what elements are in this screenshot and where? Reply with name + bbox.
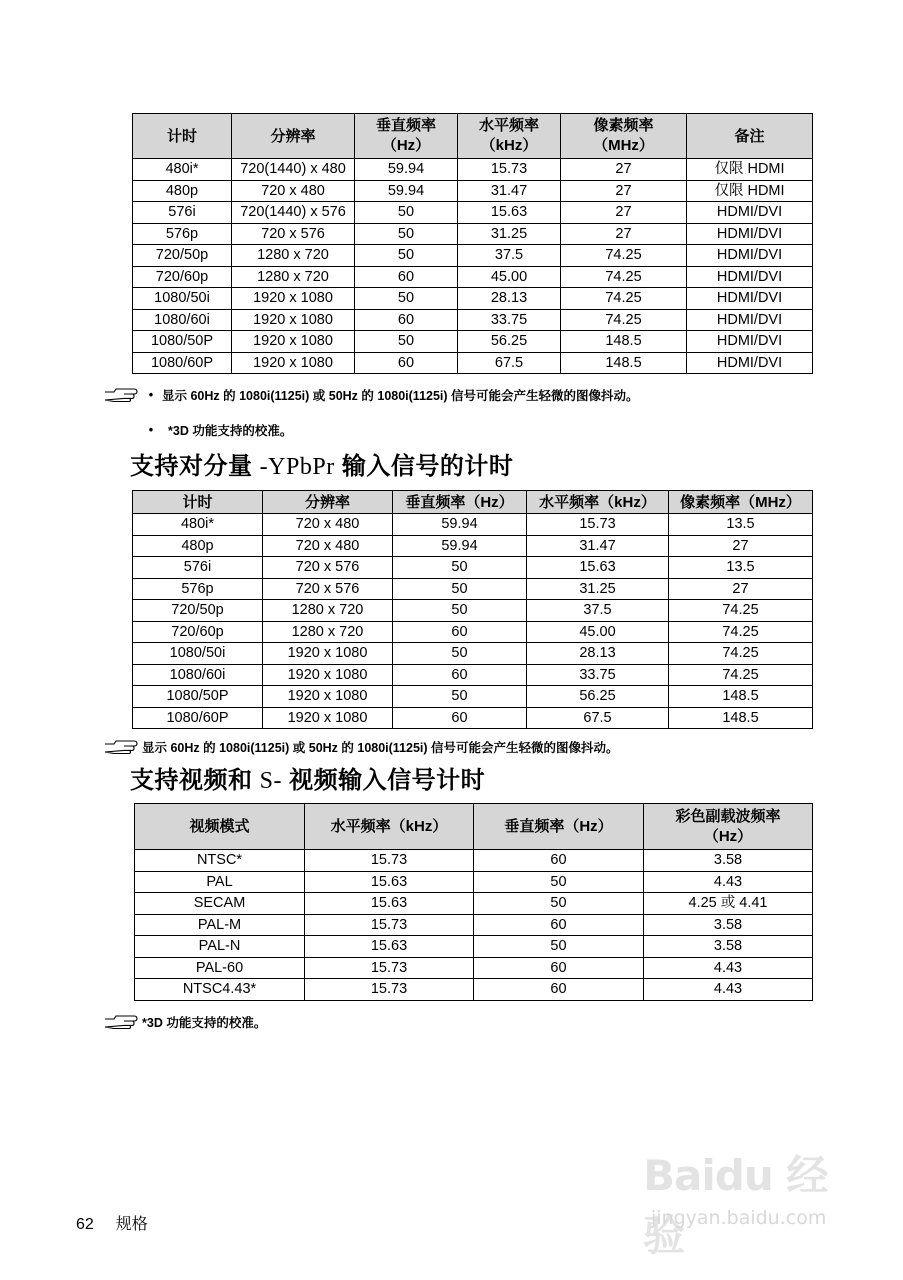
note-text: *3D 功能支持的校准。 bbox=[142, 1016, 267, 1030]
timing-table-ypbpr bbox=[132, 490, 813, 729]
table-row bbox=[133, 245, 813, 267]
table-row bbox=[133, 159, 813, 181]
pointing-hand-icon bbox=[104, 388, 140, 402]
table-row bbox=[133, 288, 813, 310]
column-header: 分辨率 bbox=[232, 114, 355, 159]
table-cell: 74.25 bbox=[669, 600, 813, 622]
table-cell: 1920 x 1080 bbox=[263, 643, 393, 665]
table-cell: 74.25 bbox=[561, 288, 687, 310]
table-cell: 56.25 bbox=[458, 331, 561, 353]
heading-latin: S- bbox=[259, 768, 283, 794]
table-cell: 50 bbox=[393, 557, 527, 579]
table-cell: 3.58 bbox=[644, 914, 813, 936]
table-cell: 1920 x 1080 bbox=[263, 664, 393, 686]
table-cell: SECAM bbox=[135, 893, 305, 915]
table-cell: 27 bbox=[669, 535, 813, 557]
table-row bbox=[133, 202, 813, 224]
baidu-watermark bbox=[643, 1143, 848, 1260]
column-header: 水平频率 （kHz） bbox=[458, 114, 561, 159]
table-cell: 576p bbox=[133, 223, 232, 245]
table-cell: 50 bbox=[355, 245, 458, 267]
note-row bbox=[104, 386, 639, 404]
table-cell: 15.73 bbox=[458, 159, 561, 181]
column-header: 计时 bbox=[133, 491, 263, 514]
table-cell: HDMI/DVI bbox=[687, 309, 813, 331]
table-cell: 1080/50i bbox=[133, 643, 263, 665]
table-cell: 74.25 bbox=[561, 309, 687, 331]
table-row bbox=[135, 957, 813, 979]
heading-text: 视频输入信号计时 bbox=[282, 767, 486, 794]
table-cell: PAL-N bbox=[135, 936, 305, 958]
table-cell: 1080/60P bbox=[133, 352, 232, 374]
table-cell: 50 bbox=[393, 600, 527, 622]
table-cell: 60 bbox=[474, 979, 644, 1001]
table-cell: 50 bbox=[355, 331, 458, 353]
table-cell: 74.25 bbox=[669, 643, 813, 665]
table-cell: 720 x 576 bbox=[263, 578, 393, 600]
table-cell: 50 bbox=[474, 893, 644, 915]
section-name: 规格 bbox=[115, 1216, 148, 1233]
table-cell: 1920 x 1080 bbox=[232, 288, 355, 310]
table-row bbox=[135, 850, 813, 872]
timing-table-video bbox=[134, 803, 813, 1001]
table-cell: 720/60p bbox=[133, 266, 232, 288]
table-row bbox=[135, 936, 813, 958]
table-cell: HDMI/DVI bbox=[687, 352, 813, 374]
table-cell: 59.94 bbox=[393, 514, 527, 536]
table-cell: 27 bbox=[561, 180, 687, 202]
table-cell: 56.25 bbox=[527, 686, 669, 708]
table-cell: 148.5 bbox=[561, 331, 687, 353]
table-cell: 60 bbox=[393, 707, 527, 729]
column-header: 垂直频率（Hz） bbox=[474, 804, 644, 850]
table-cell: HDMI/DVI bbox=[687, 288, 813, 310]
table-cell: 480p bbox=[133, 180, 232, 202]
table-cell: 60 bbox=[393, 664, 527, 686]
pointing-hand-icon bbox=[104, 1015, 140, 1029]
table-cell: 31.25 bbox=[458, 223, 561, 245]
timing-table-hdmi bbox=[132, 113, 813, 374]
column-header: 分辨率 bbox=[263, 491, 393, 514]
table-row bbox=[133, 664, 813, 686]
page-number: 62 bbox=[76, 1216, 94, 1233]
table-cell: 13.5 bbox=[669, 557, 813, 579]
table-row bbox=[135, 979, 813, 1001]
table-cell: 31.47 bbox=[458, 180, 561, 202]
table-cell: 45.00 bbox=[527, 621, 669, 643]
table-cell: 576i bbox=[133, 202, 232, 224]
table-cell: PAL-60 bbox=[135, 957, 305, 979]
heading-text: 支持对分量 bbox=[130, 453, 260, 480]
table-cell: 仅限 HDMI bbox=[687, 159, 813, 181]
column-header: 垂直频率（Hz） bbox=[393, 491, 527, 514]
pointing-hand-icon bbox=[104, 740, 140, 754]
table-cell: 4.43 bbox=[644, 957, 813, 979]
column-header: 像素频率 （MHz） bbox=[561, 114, 687, 159]
table-row bbox=[133, 621, 813, 643]
table-row bbox=[135, 871, 813, 893]
table-cell: 148.5 bbox=[669, 686, 813, 708]
table-row bbox=[133, 600, 813, 622]
table-cell: HDMI/DVI bbox=[687, 266, 813, 288]
table-cell: 60 bbox=[393, 621, 527, 643]
table-cell: 27 bbox=[561, 159, 687, 181]
column-header: 计时 bbox=[133, 114, 232, 159]
page-footer bbox=[76, 1211, 170, 1234]
table-cell: 720/60p bbox=[133, 621, 263, 643]
table-cell: 1280 x 720 bbox=[232, 266, 355, 288]
table-cell: 1080/60P bbox=[133, 707, 263, 729]
table-row bbox=[135, 914, 813, 936]
table-cell: 720 x 576 bbox=[232, 223, 355, 245]
table-cell: 720/50p bbox=[133, 600, 263, 622]
table-cell: 720 x 480 bbox=[232, 180, 355, 202]
table-cell: 31.47 bbox=[527, 535, 669, 557]
table-cell: 15.63 bbox=[458, 202, 561, 224]
table-cell: 480i* bbox=[133, 514, 263, 536]
table-cell: 720 x 576 bbox=[263, 557, 393, 579]
table-cell: 1920 x 1080 bbox=[232, 352, 355, 374]
table-cell: 1080/60i bbox=[133, 664, 263, 686]
table-cell: 15.73 bbox=[305, 914, 474, 936]
table-cell: HDMI/DVI bbox=[687, 245, 813, 267]
table-cell: 1280 x 720 bbox=[232, 245, 355, 267]
table-cell: PAL-M bbox=[135, 914, 305, 936]
table-cell: 15.73 bbox=[305, 850, 474, 872]
table-row bbox=[133, 557, 813, 579]
note-text: *3D 功能支持的校准。 bbox=[168, 424, 293, 438]
table-row bbox=[133, 309, 813, 331]
table-cell: 720(1440) x 576 bbox=[232, 202, 355, 224]
table-header-row bbox=[133, 114, 813, 159]
table-cell: 720(1440) x 480 bbox=[232, 159, 355, 181]
column-header: 视频模式 bbox=[135, 804, 305, 850]
table-cell: 50 bbox=[393, 686, 527, 708]
table-cell: 720/50p bbox=[133, 245, 232, 267]
table-cell: 720 x 480 bbox=[263, 535, 393, 557]
table-row bbox=[133, 223, 813, 245]
column-header: 彩色副载波频率 （Hz） bbox=[644, 804, 813, 850]
table-cell: 1920 x 1080 bbox=[232, 309, 355, 331]
table-cell: 15.63 bbox=[305, 871, 474, 893]
table-cell: 15.73 bbox=[527, 514, 669, 536]
table-cell: NTSC4.43* bbox=[135, 979, 305, 1001]
table-cell: 60 bbox=[474, 850, 644, 872]
table-cell: 1920 x 1080 bbox=[232, 331, 355, 353]
table-cell: PAL bbox=[135, 871, 305, 893]
table-cell: 45.00 bbox=[458, 266, 561, 288]
table-cell: 37.5 bbox=[458, 245, 561, 267]
table-row bbox=[133, 352, 813, 374]
table-cell: 33.75 bbox=[458, 309, 561, 331]
table-cell: 4.43 bbox=[644, 979, 813, 1001]
table-cell: 74.25 bbox=[669, 664, 813, 686]
table-cell: 74.25 bbox=[561, 266, 687, 288]
table-cell: 480p bbox=[133, 535, 263, 557]
note-text: 显示 60Hz 的 1080i(1125i) 或 50Hz 的 1080i(1125i) 信号可能会产生轻微的图像抖动。 bbox=[142, 741, 619, 755]
note-row bbox=[140, 421, 292, 439]
table-cell: 148.5 bbox=[669, 707, 813, 729]
heading-latin: -YPbPr bbox=[259, 454, 335, 480]
table-cell: 4.25 或 4.41 bbox=[644, 893, 813, 915]
table-cell: 1080/60i bbox=[133, 309, 232, 331]
table-cell: 60 bbox=[355, 352, 458, 374]
table-cell: 576i bbox=[133, 557, 263, 579]
table-cell: 13.5 bbox=[669, 514, 813, 536]
section-heading-video bbox=[130, 769, 485, 793]
table-cell: 50 bbox=[355, 223, 458, 245]
note-text: 显示 60Hz 的 1080i(1125i) 或 50Hz 的 1080i(1125i) 信号可能会产生轻微的图像抖动。 bbox=[162, 389, 639, 403]
heading-text: 支持视频和 bbox=[130, 767, 260, 794]
section-heading-ypbpr bbox=[130, 455, 513, 479]
table-cell: 74.25 bbox=[561, 245, 687, 267]
column-header: 垂直频率 （Hz） bbox=[355, 114, 458, 159]
table-row bbox=[133, 331, 813, 353]
table-cell: HDMI/DVI bbox=[687, 202, 813, 224]
heading-text: 输入信号的计时 bbox=[334, 453, 514, 480]
table-cell: 720 x 480 bbox=[263, 514, 393, 536]
note-row bbox=[104, 1013, 266, 1031]
table-row bbox=[133, 180, 813, 202]
table-cell: 60 bbox=[474, 914, 644, 936]
table-cell: 4.43 bbox=[644, 871, 813, 893]
table-cell: HDMI/DVI bbox=[687, 223, 813, 245]
table-row bbox=[133, 686, 813, 708]
table-cell: 576p bbox=[133, 578, 263, 600]
table-cell: 50 bbox=[474, 936, 644, 958]
table-cell: 3.58 bbox=[644, 936, 813, 958]
table-cell: HDMI/DVI bbox=[687, 331, 813, 353]
column-header: 水平频率（kHz） bbox=[305, 804, 474, 850]
table-cell: 15.73 bbox=[305, 957, 474, 979]
table-cell: 仅限 HDMI bbox=[687, 180, 813, 202]
table-header-row bbox=[133, 491, 813, 514]
table-cell: 50 bbox=[474, 871, 644, 893]
table-cell: 15.63 bbox=[305, 936, 474, 958]
table-row bbox=[133, 266, 813, 288]
table-cell: 480i* bbox=[133, 159, 232, 181]
table-row bbox=[135, 893, 813, 915]
table-cell: 27 bbox=[669, 578, 813, 600]
column-header: 像素频率（MHz） bbox=[669, 491, 813, 514]
table-cell: 1280 x 720 bbox=[263, 621, 393, 643]
column-header: 水平频率（kHz） bbox=[527, 491, 669, 514]
table-cell: 59.94 bbox=[355, 180, 458, 202]
table-cell: 1920 x 1080 bbox=[263, 686, 393, 708]
table-cell: 33.75 bbox=[527, 664, 669, 686]
table-row bbox=[133, 707, 813, 729]
table-cell: 15.63 bbox=[305, 893, 474, 915]
table-cell: 50 bbox=[355, 288, 458, 310]
bullet: • bbox=[148, 388, 154, 402]
table-row bbox=[133, 578, 813, 600]
table-cell: 50 bbox=[393, 643, 527, 665]
table-cell: 1920 x 1080 bbox=[263, 707, 393, 729]
table-cell: 27 bbox=[561, 202, 687, 224]
table-header-row bbox=[135, 804, 813, 850]
table-cell: 28.13 bbox=[458, 288, 561, 310]
bullet: • bbox=[148, 423, 154, 437]
table-cell: 1080/50P bbox=[133, 686, 263, 708]
table-cell: 60 bbox=[355, 266, 458, 288]
table-cell: 59.94 bbox=[355, 159, 458, 181]
table-cell: 15.73 bbox=[305, 979, 474, 1001]
watermark-url: jingyan.baidu.com bbox=[651, 1207, 827, 1229]
table-cell: 1080/50P bbox=[133, 331, 232, 353]
table-cell: 67.5 bbox=[527, 707, 669, 729]
table-cell: 27 bbox=[561, 223, 687, 245]
watermark-logo: Baidu 经验 bbox=[643, 1151, 828, 1260]
table-cell: 28.13 bbox=[527, 643, 669, 665]
table-cell: NTSC* bbox=[135, 850, 305, 872]
column-header: 备注 bbox=[687, 114, 813, 159]
table-cell: 1280 x 720 bbox=[263, 600, 393, 622]
table-cell: 67.5 bbox=[458, 352, 561, 374]
table-cell: 15.63 bbox=[527, 557, 669, 579]
table-cell: 60 bbox=[474, 957, 644, 979]
table-cell: 148.5 bbox=[561, 352, 687, 374]
table-cell: 37.5 bbox=[527, 600, 669, 622]
table-cell: 50 bbox=[393, 578, 527, 600]
table-cell: 3.58 bbox=[644, 850, 813, 872]
table-cell: 59.94 bbox=[393, 535, 527, 557]
table-cell: 31.25 bbox=[527, 578, 669, 600]
note-row bbox=[104, 738, 619, 756]
table-row bbox=[133, 535, 813, 557]
table-cell: 50 bbox=[355, 202, 458, 224]
table-cell: 74.25 bbox=[669, 621, 813, 643]
table-cell: 1080/50i bbox=[133, 288, 232, 310]
table-row bbox=[133, 514, 813, 536]
table-row bbox=[133, 643, 813, 665]
table-cell: 60 bbox=[355, 309, 458, 331]
